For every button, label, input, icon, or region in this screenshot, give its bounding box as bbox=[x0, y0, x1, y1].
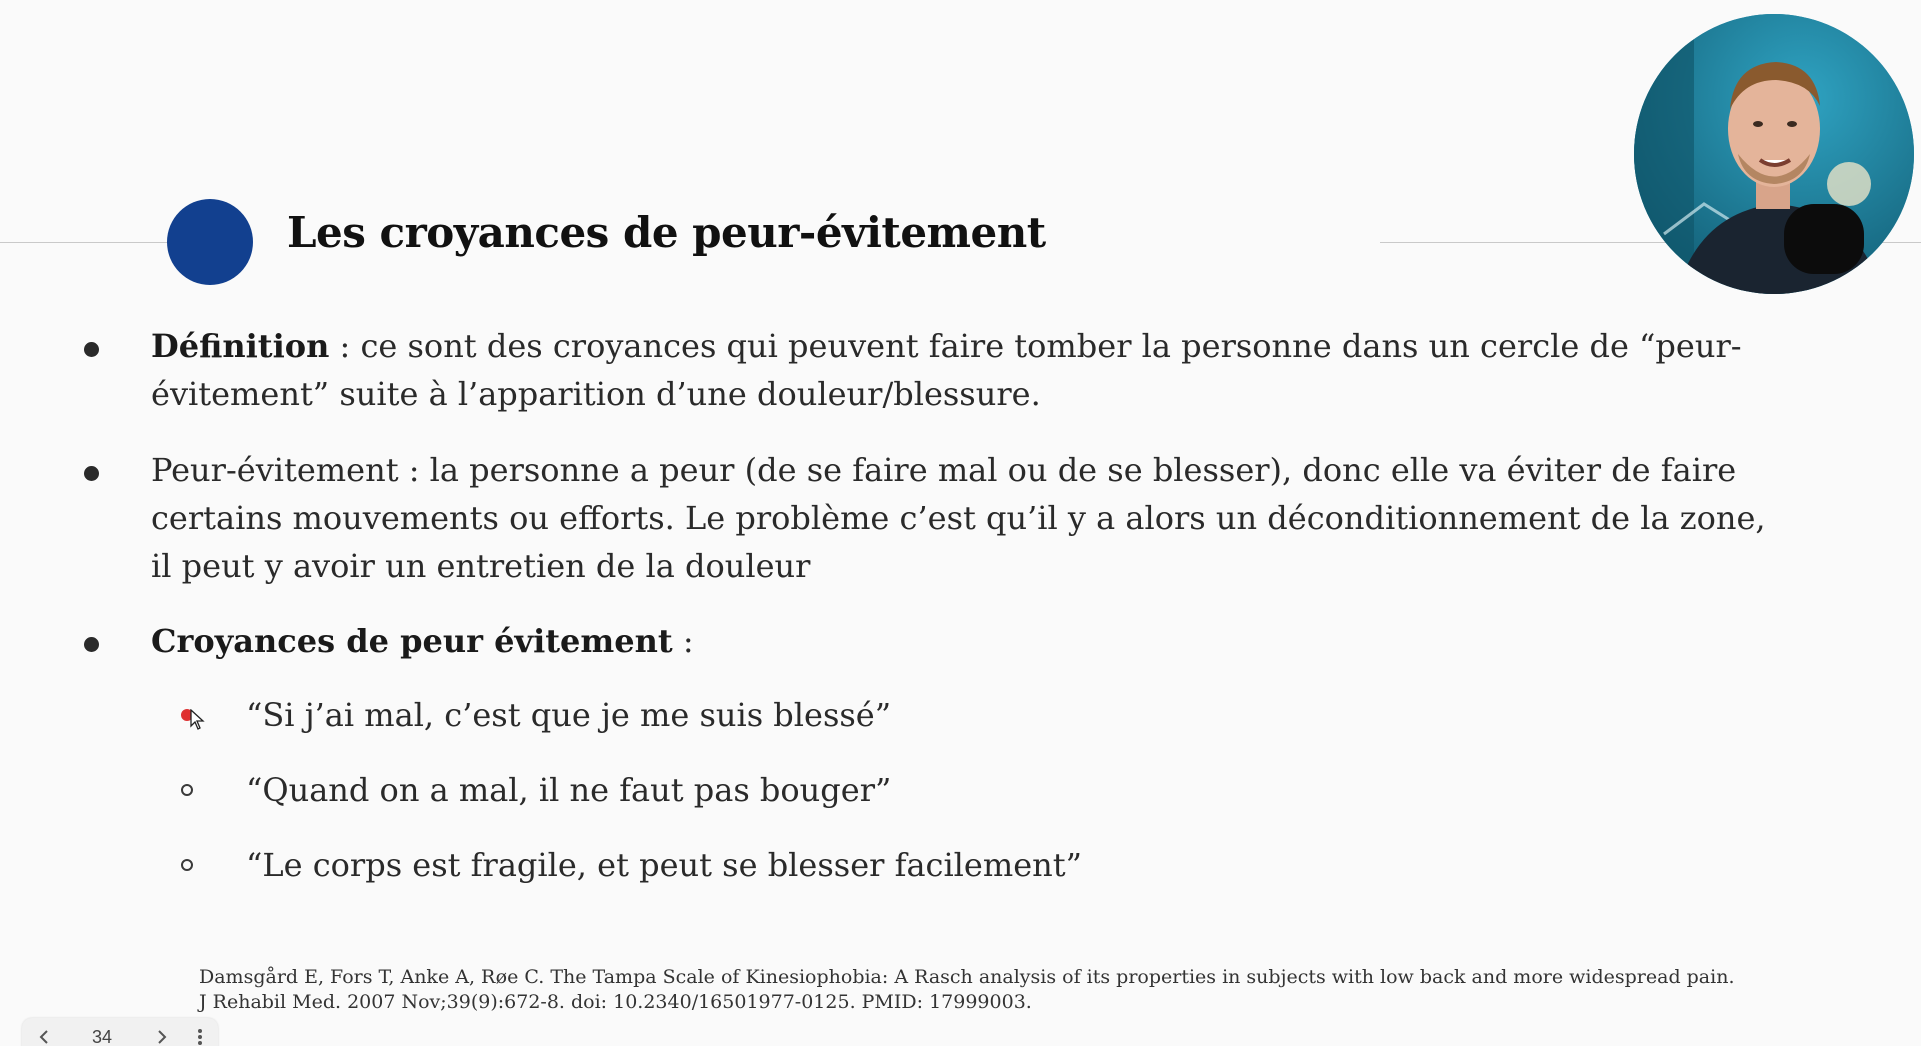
page-number: 34 bbox=[91, 1027, 113, 1046]
slide-title: Les croyances de peur-évitement bbox=[287, 208, 1046, 257]
title-rule-left bbox=[0, 242, 175, 243]
bullet-bold: Croyances de peur évitement bbox=[151, 622, 673, 660]
title-dot-icon bbox=[167, 199, 253, 285]
bullet-text bbox=[151, 617, 1791, 665]
bullet-disc-icon bbox=[84, 466, 99, 481]
bullet-disc-icon bbox=[84, 342, 99, 357]
bullet-text bbox=[151, 322, 1791, 418]
bullet-bold: Définition bbox=[151, 327, 330, 365]
previous-slide-button[interactable] bbox=[32, 1024, 56, 1046]
next-slide-button[interactable] bbox=[150, 1024, 174, 1046]
hollow-circle-icon bbox=[181, 859, 193, 871]
sub-bullet-text: “Le corps est fragile, et peut se blesser facilement” bbox=[246, 846, 1082, 884]
citation-reference: Damsgård E, Fors T, Anke A, Røe C. The Tampa Scale of Kinesiophobia: A Rasch analysis of its properties in subjects with low back and more widespread pain. J Rehabil Med. 2007 Nov;39(9):672-8. doi: 10.2340/16501977-0125. PMID: 17999003. bbox=[199, 966, 1735, 1013]
slide-navigation-bar bbox=[22, 1018, 218, 1046]
more-options-button[interactable] bbox=[190, 1024, 210, 1046]
vertical-dots-icon bbox=[196, 1024, 204, 1046]
hollow-circle-icon bbox=[181, 784, 193, 796]
chevron-left-icon bbox=[37, 1024, 51, 1046]
chevron-right-icon bbox=[155, 1024, 169, 1046]
webcam-overlay bbox=[1634, 14, 1914, 294]
bullet-body: : bbox=[672, 622, 694, 660]
sub-bullet-text: “Quand on a mal, il ne faut pas bouger” bbox=[246, 771, 892, 809]
bullet-text bbox=[151, 446, 1791, 590]
sub-bullet-text: “Si j’ai mal, c’est que je me suis blessé” bbox=[246, 696, 892, 734]
bullet-body: Peur-évitement : la personne a peur (de se faire mal ou de se blesser), donc elle va éviter de faire certains mouvements ou efforts. Le problème c’est qu’il y a alors un déconditionnement de la zone, il peut y avoir un entretien de la douleur bbox=[151, 451, 1766, 585]
presenter-video-image bbox=[1634, 14, 1914, 294]
bullet-body: : ce sont des croyances qui peuvent faire tomber la personne dans un cercle de “peur-évitement” suite à l’apparition d’une douleur/blessure. bbox=[151, 327, 1742, 413]
bullet-disc-icon bbox=[84, 637, 99, 652]
mouse-cursor-icon bbox=[190, 709, 206, 731]
